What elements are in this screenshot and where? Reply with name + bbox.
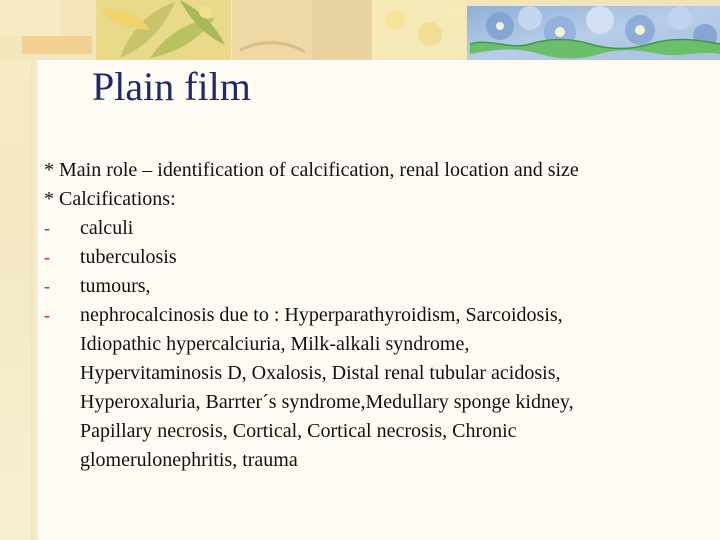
left-margin-inner: [31, 60, 38, 540]
slide-body: [44, 156, 704, 475]
list-item: [44, 272, 704, 301]
list-item: [44, 243, 704, 272]
body-line-calcifications: * Calcifications:: [44, 188, 176, 210]
bullet-marker: -: [44, 276, 50, 296]
floral-banner-icon: [0, 0, 720, 60]
bullet-marker: -: [44, 305, 50, 325]
body-line-main-role: * Main role – identification of calcification, renal location and size: [44, 159, 579, 181]
left-margin-strip: [0, 0, 38, 540]
list-item-text: [80, 243, 700, 272]
list-item-line: glomerulonephritis, trauma: [80, 449, 298, 471]
list-item-line: calculi: [80, 217, 134, 239]
list-item-text: [80, 272, 700, 301]
list-item-line: tumours,: [80, 275, 151, 297]
list-item-text: [80, 214, 700, 243]
list-item: [44, 214, 704, 243]
list-item-line: tuberculosis: [80, 246, 177, 268]
list-item-line: Idiopathic hypercalciuria, Milk-alkali syndrome,: [80, 333, 470, 355]
slide-title: Plain film: [92, 64, 251, 109]
list-item-line: Papillary necrosis, Cortical, Cortical necrosis, Chronic: [80, 420, 517, 442]
list-item-text: [80, 301, 700, 475]
bullet-marker: -: [44, 218, 50, 238]
bullet-marker: -: [44, 247, 50, 267]
list-item-line: Hypervitaminosis D, Oxalosis, Distal renal tubular acidosis,: [80, 362, 561, 384]
list-item: [44, 301, 704, 475]
list-item-line: Hyperoxaluria, Barrter´s syndrome,Medullary sponge kidney,: [80, 391, 574, 413]
list-item-line: nephrocalcinosis due to : Hyperparathyroidism, Sarcoidosis,: [80, 304, 563, 326]
